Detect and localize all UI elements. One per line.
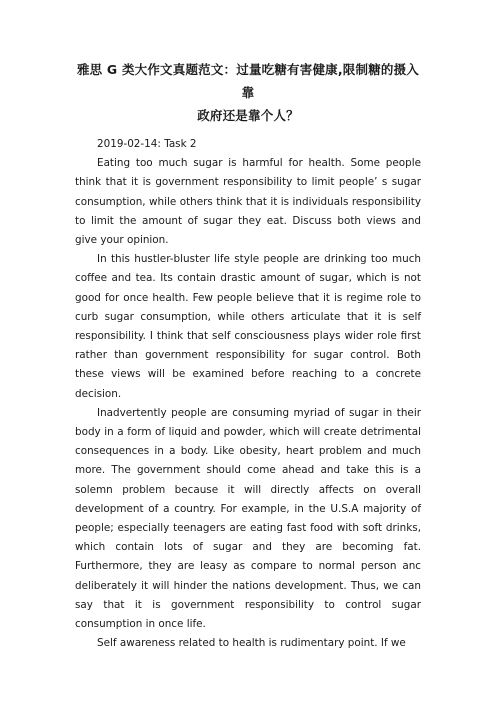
title-line-2: 政府还是靠个人？ — [197, 108, 299, 123]
paragraph-introduction: In this hustler-bluster life style people are drinking too much coffee and tea. Its contain drastic amount of sugar, which is not good for once health. Few people believe that it is regime role to curb sugar consumption, while others articulate that it is self responsibility. I think that self consciousness plays wider role first rather than government responsibility for sugar control. Both these views will be examined before reaching to a concrete decision. — [75, 253, 421, 400]
document-page — [75, 58, 421, 653]
title-line-1: 雅思 G 类大作文真题范文：过量吃糖有害健康,限制糖的摄入靠 — [76, 62, 419, 100]
paragraph-question: Eating too much sugar is harmful for health. Some people think that it is government responsibility to limit people’ s sugar consumption, while others think that it is individuals responsibility to limit the amount of sugar they eat. Discuss both views and give your opinion. — [75, 157, 421, 247]
document-title — [75, 58, 421, 127]
paragraph-body-government: Inadvertently people are consuming myriad of sugar in their body in a form of liquid and powder, which will create detrimental consequences in a body. Like obesity, heart problem and much more. The government should come ahead and take this is a solemn problem because it will directly affects on overall development of a country. For example, in the U.S.A majority of people; especially teenagers are eating fast food with soft drinks, which contain lots of sugar and they are becoming fat. Furthermore, they are leasy as compare to normal person anc deliberately it will hinder the nations development. Thus, we can say that it is government responsibility to control sugar consumption in once life. — [75, 406, 421, 631]
paragraph-body-self: Self awareness related to health is rudimentary point. If we — [97, 637, 406, 650]
date-task-line: 2019-02-14: Task 2 — [97, 138, 197, 150]
